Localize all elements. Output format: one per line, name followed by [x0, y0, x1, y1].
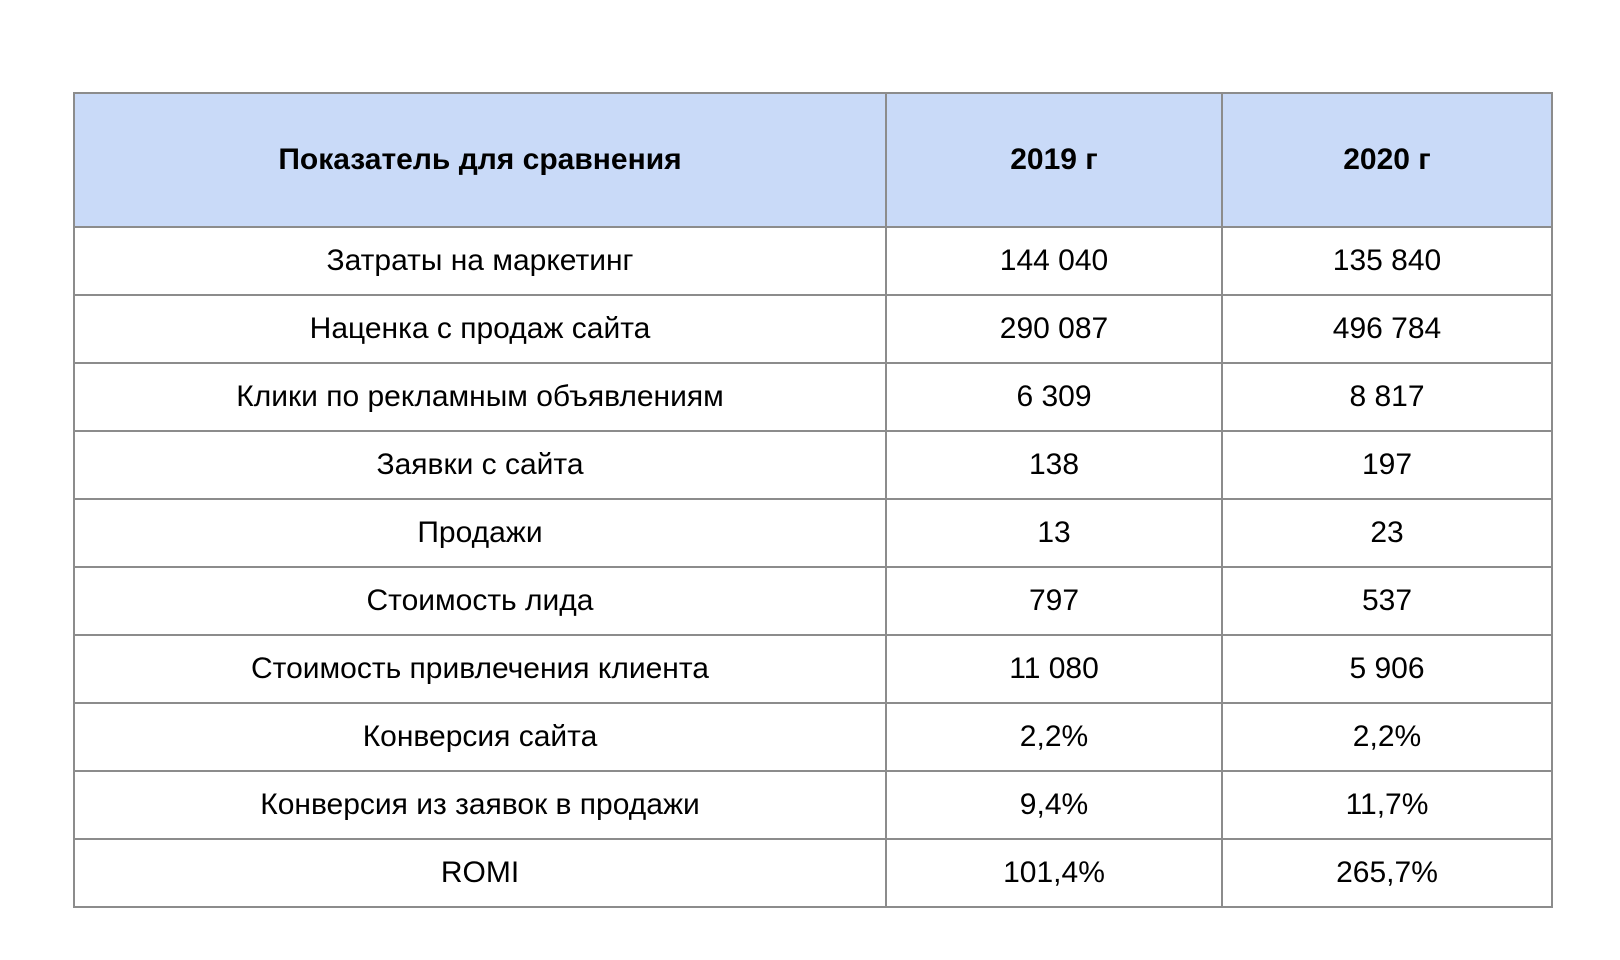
metric-name: Конверсия из заявок в продажи: [74, 771, 886, 839]
table-row: [74, 295, 1552, 363]
value-2020: 2,2%: [1222, 703, 1552, 771]
metric-name: Клики по рекламным объявлениям: [74, 363, 886, 431]
metric-name: Стоимость привлечения клиента: [74, 635, 886, 703]
metric-name: ROMI: [74, 839, 886, 907]
value-2019: 144 040: [886, 227, 1222, 295]
value-2019: 11 080: [886, 635, 1222, 703]
table-row: [74, 431, 1552, 499]
metric-name: Заявки с сайта: [74, 431, 886, 499]
table-row: [74, 363, 1552, 431]
value-2020: 11,7%: [1222, 771, 1552, 839]
table-row: [74, 771, 1552, 839]
value-2019: 9,4%: [886, 771, 1222, 839]
value-2019: 138: [886, 431, 1222, 499]
value-2019: 797: [886, 567, 1222, 635]
comparison-table: [73, 92, 1553, 908]
value-2020: 23: [1222, 499, 1552, 567]
value-2020: 197: [1222, 431, 1552, 499]
value-2020: 135 840: [1222, 227, 1552, 295]
table-row: [74, 567, 1552, 635]
table-row: [74, 499, 1552, 567]
metric-name: Наценка с продаж сайта: [74, 295, 886, 363]
metric-name: Затраты на маркетинг: [74, 227, 886, 295]
value-2019: 290 087: [886, 295, 1222, 363]
value-2019: 13: [886, 499, 1222, 567]
value-2019: 2,2%: [886, 703, 1222, 771]
table-row: [74, 703, 1552, 771]
header-2019: 2019 г: [886, 93, 1222, 227]
header-2020: 2020 г: [1222, 93, 1552, 227]
table-row: [74, 635, 1552, 703]
value-2019: 6 309: [886, 363, 1222, 431]
metric-name: Конверсия сайта: [74, 703, 886, 771]
value-2020: 496 784: [1222, 295, 1552, 363]
table-row: [74, 227, 1552, 295]
header-metric: Показатель для сравнения: [74, 93, 886, 227]
metric-name: Стоимость лида: [74, 567, 886, 635]
table-header-row: [74, 93, 1552, 227]
metric-name: Продажи: [74, 499, 886, 567]
value-2020: 537: [1222, 567, 1552, 635]
value-2020: 8 817: [1222, 363, 1552, 431]
table-row: [74, 839, 1552, 907]
value-2020: 265,7%: [1222, 839, 1552, 907]
value-2020: 5 906: [1222, 635, 1552, 703]
value-2019: 101,4%: [886, 839, 1222, 907]
